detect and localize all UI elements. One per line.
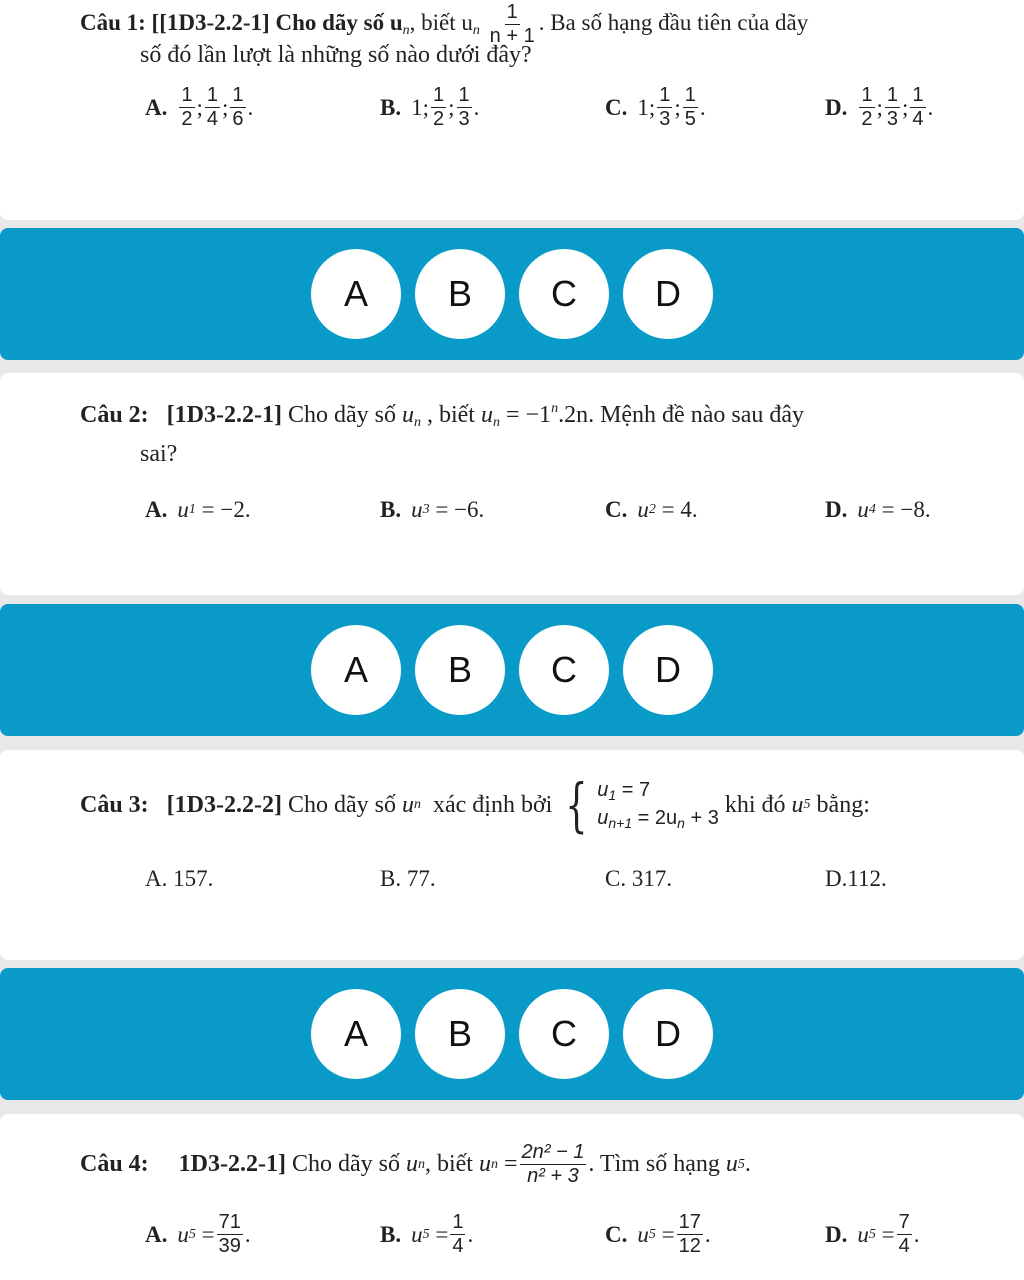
question-3-system: { $u_1 = 7$ $u_{n+1} = 2u_n + 3$: [565, 771, 719, 839]
question-1-option-b: B. 1; $\frac{1}{2}$ ; $\frac{1}{3}$ .: [380, 84, 480, 130]
question-1-line-1: Câu 1: [[1D3-2.2-1] Cho dãy số $u_n$, biết $u_n$ $\frac{1}{n + 1}$ . Ba số hạng đầu tiên của dãy: [80, 1, 809, 47]
question-2-option-c: C. u 2 = 4.: [605, 497, 698, 522]
question-4-option-a: A. u 5 = $\frac{71}{39}$ .: [145, 1211, 251, 1257]
answer-2-d-button[interactable]: D: [623, 625, 713, 715]
answer-1-b-button[interactable]: B: [415, 249, 505, 339]
question-3-card: [0, 750, 1024, 960]
question-4-formula: $\frac{\text{2n² − 1}}{\text{n² + 3}}$: [521, 1141, 585, 1187]
answer-2-c-button[interactable]: C: [519, 625, 609, 715]
answer-3-d-button[interactable]: D: [623, 989, 713, 1079]
question-1-option-d: D. $\frac{1}{2}$ ; $\frac{1}{3}$ ; $\frac{1}{4}$ .: [825, 84, 934, 130]
question-3-option-c: C. 317.: [605, 866, 673, 891]
answer-1-c-button[interactable]: C: [519, 249, 609, 339]
question-3-option-a: A. 157.: [145, 866, 214, 891]
answer-1-d-button[interactable]: D: [623, 249, 713, 339]
answer-bar-1: [0, 228, 1024, 360]
question-1-line-2: số đó lần lượt là những số nào dưới đây?: [140, 42, 532, 68]
question-2-line-1: Câu 2: [1D3-2.2-1] Cho dãy số $u_n$ , biết $u_n = -1^n.2n$. Mệnh đề nào sau đây: [80, 401, 805, 430]
question-4-line-1: Câu 4: 1D3-2.2-1] Cho dãy số u n , biết u n = $\frac{\text{2n² − 1}}{\text{n² + 3}}$ . Tìm số hạng u 5 .: [80, 1141, 751, 1187]
question-4-option-c: C. u 5 = $\frac{17}{12}$ .: [605, 1211, 711, 1257]
question-1-header: Câu 1: [[1D3-2.2-1] Cho dãy số u: [80, 9, 403, 35]
answer-3-b-button[interactable]: B: [415, 989, 505, 1079]
question-3-line-1: Câu 3: [1D3-2.2-2] Cho dãy số u n xác định bởi { $u_1 = 7$ $u_{n+1} = 2u_n + 3$ khi đó u 5 bằng:: [80, 771, 870, 839]
question-4-option-d: D. u 5 = $\frac{7}{4}$ .: [825, 1211, 920, 1257]
question-4-option-b: B. u 5 = $\frac{1}{4}$ .: [380, 1211, 474, 1257]
answer-3-a-button[interactable]: A: [311, 989, 401, 1079]
question-2-card: [0, 373, 1024, 595]
answer-bar-2: [0, 604, 1024, 736]
question-2-line-2: sai?: [140, 441, 178, 467]
question-1-option-c: C. 1; $\frac{1}{3}$ ; $\frac{1}{5}$ .: [605, 84, 706, 130]
question-3-option-d: D.112.: [825, 866, 887, 891]
answer-3-c-button[interactable]: C: [519, 989, 609, 1079]
answer-2-a-button[interactable]: A: [311, 625, 401, 715]
answer-1-a-button[interactable]: A: [311, 249, 401, 339]
question-1-option-a: A. $\frac{1}{2}$ ; $\frac{1}{4}$ ; $\frac{1}{6}$ .: [145, 84, 254, 130]
question-3-option-b: B. 77.: [380, 866, 436, 891]
question-2-option-b: B. u 3 = −6.: [380, 497, 485, 522]
question-2-option-d: D. u 4 = −8.: [825, 497, 931, 522]
answer-2-b-button[interactable]: B: [415, 625, 505, 715]
question-1-card: [0, 0, 1024, 220]
question-2-option-a: A. u 1 = −2.: [145, 497, 251, 522]
question-4-card: [0, 1114, 1024, 1280]
answer-bar-3: [0, 968, 1024, 1100]
question-1-formula: $\frac{1}{n + 1}$: [489, 1, 535, 47]
